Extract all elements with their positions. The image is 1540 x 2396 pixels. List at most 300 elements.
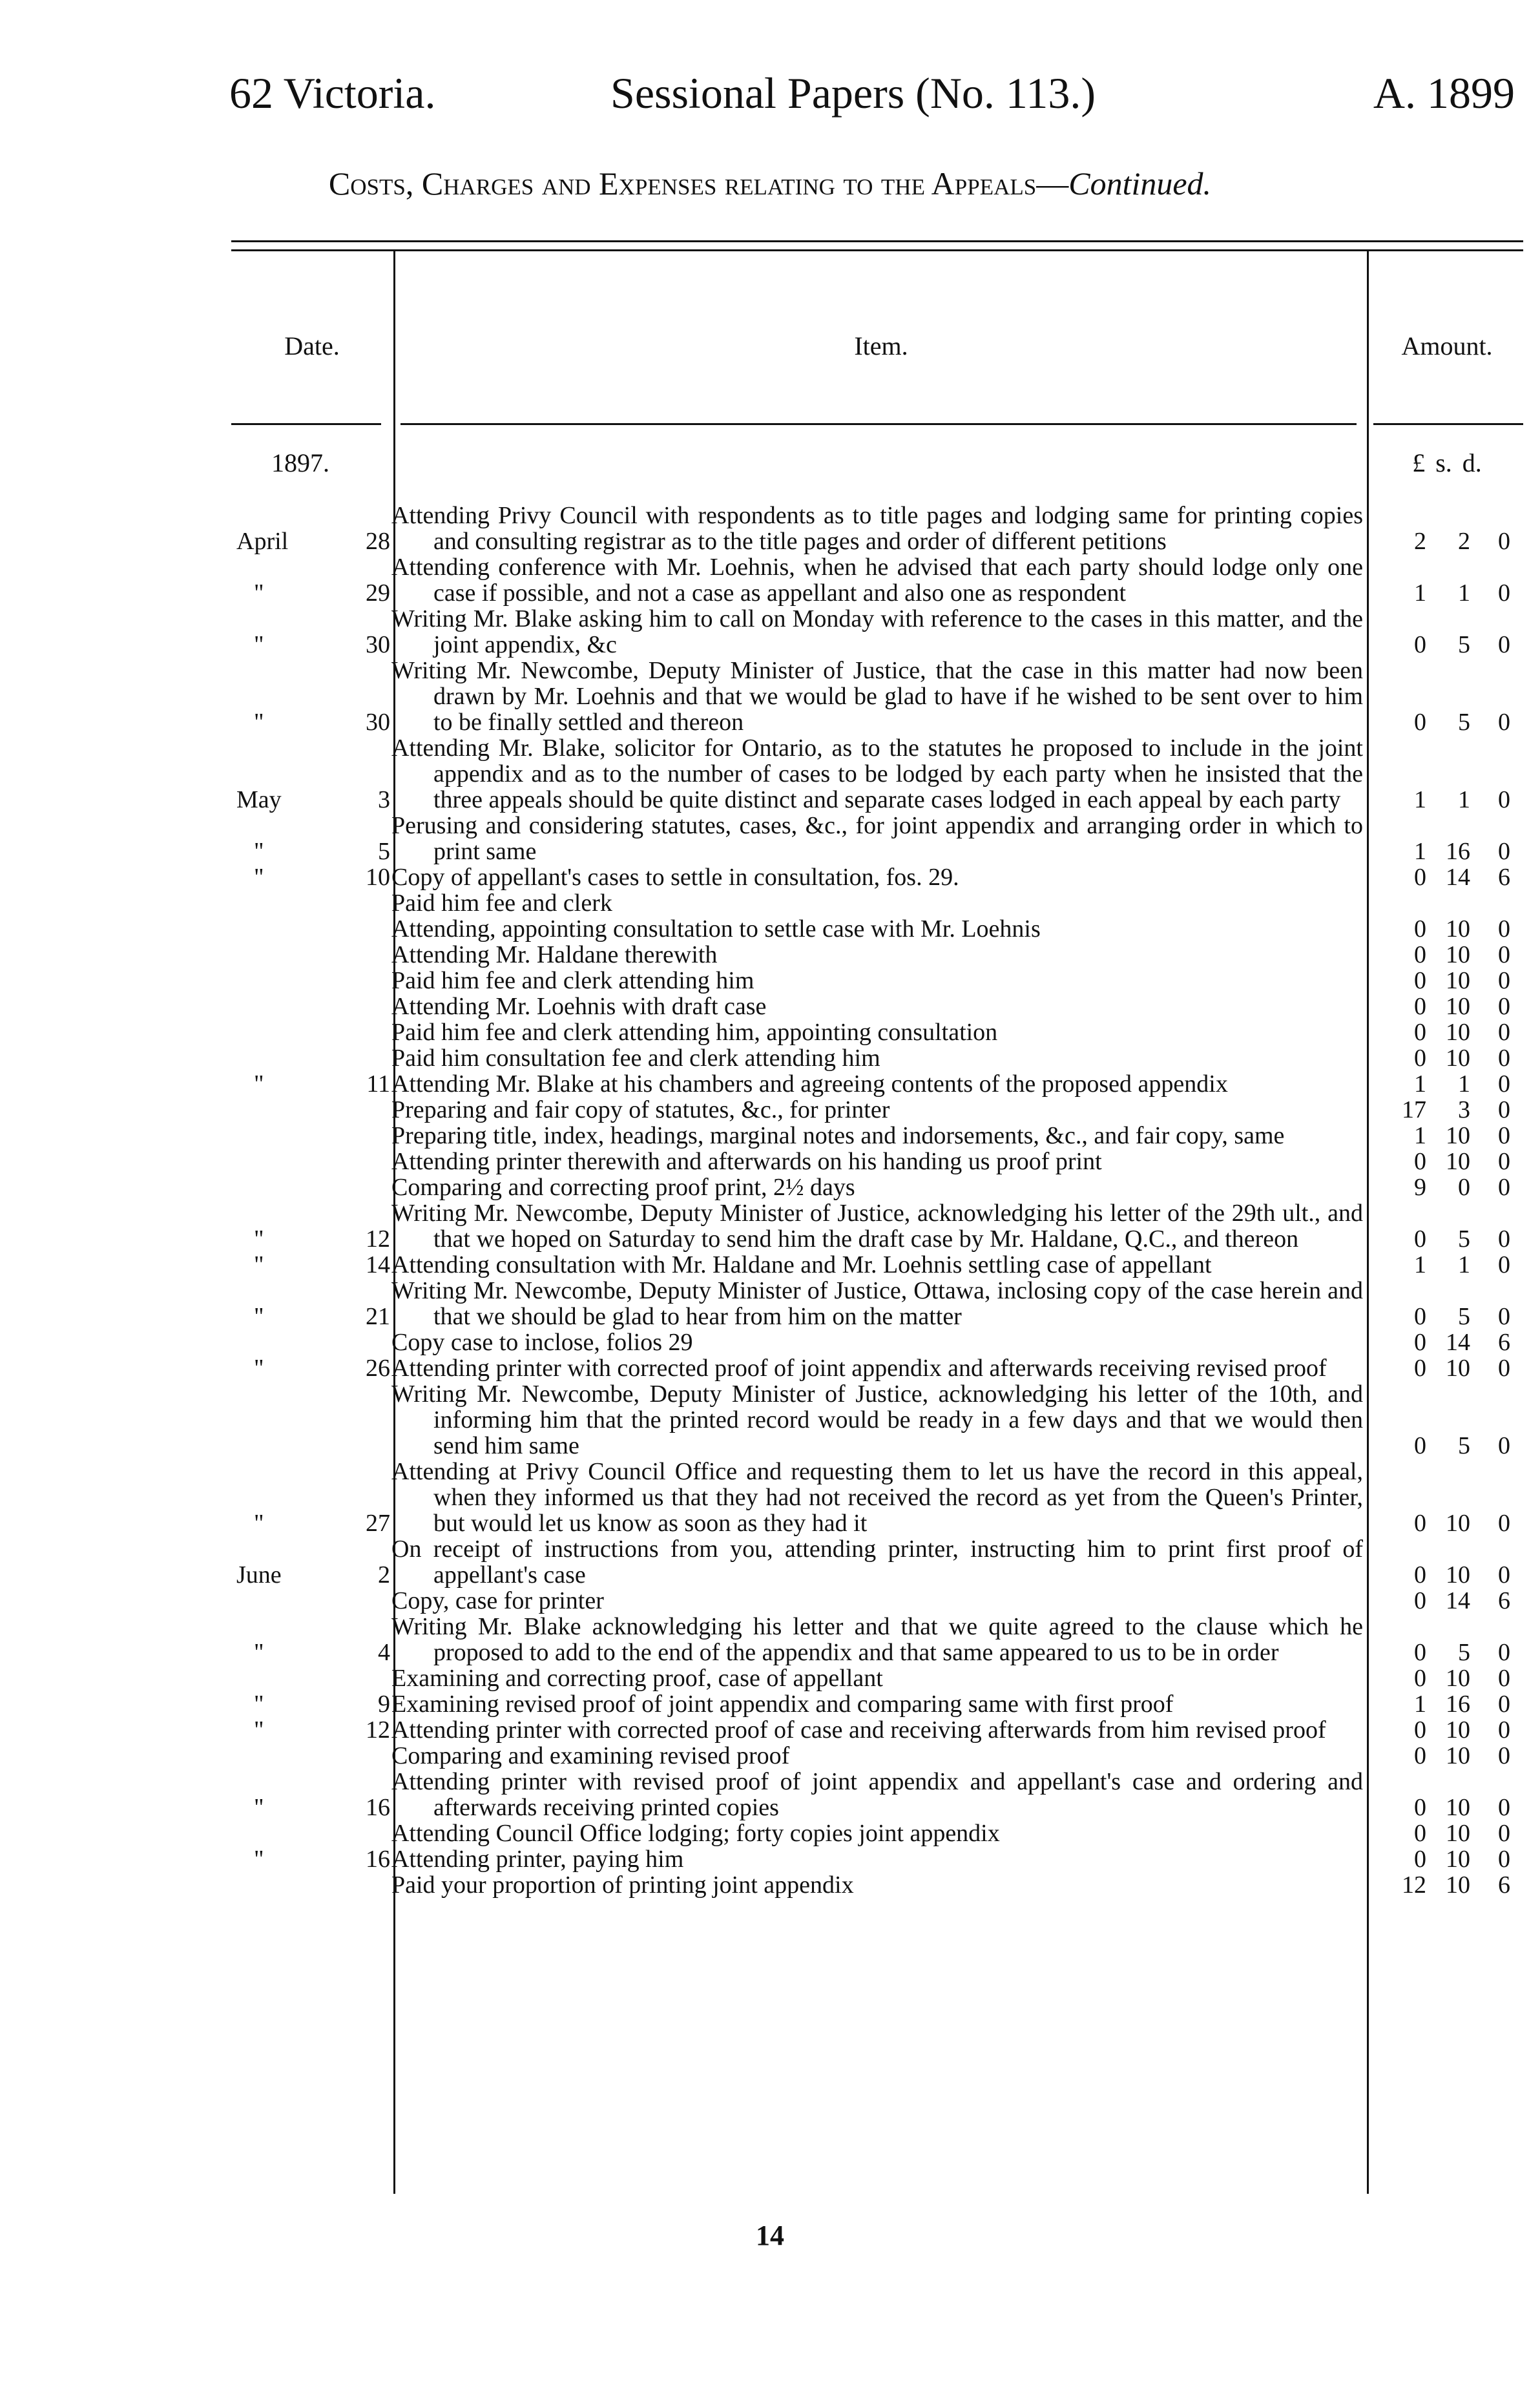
amount-pounds: 1 <box>1414 1251 1426 1278</box>
top-rule <box>231 240 1523 242</box>
row-item-text: Attending printer with corrected proof of joint appendix and afterwards receiving revised proof <box>391 1355 1327 1382</box>
row-day: 14 <box>366 1251 390 1278</box>
amount-pence: 0 <box>1498 1561 1510 1589</box>
amount-shillings: 10 <box>1446 1871 1470 1899</box>
row-day: 12 <box>366 1225 390 1253</box>
row-month: " <box>254 1639 264 1666</box>
row-item-text: Copy case to inclose, folios 29 <box>391 1329 693 1356</box>
table-row <box>231 1019 1523 1045</box>
header-year: A. 1899 <box>1373 68 1515 118</box>
row-amount <box>1367 1562 1523 1588</box>
amount-shillings: 1 <box>1458 1070 1470 1098</box>
row-item <box>391 1717 1367 1743</box>
row-item-text: Copy of appellant's cases to settle in consultation, fos. 29. <box>391 864 959 891</box>
row-item-text: Preparing and fair copy of statutes, &c., for printer <box>391 1096 890 1123</box>
row-day: 26 <box>366 1355 390 1382</box>
table-row <box>231 864 1523 890</box>
row-item-text: Attending printer therewith and afterwards on his handing us proof print <box>391 1148 1102 1175</box>
row-day: 30 <box>366 631 390 658</box>
row-month: " <box>254 1716 264 1744</box>
row-day: 10 <box>366 864 390 891</box>
row-item-text: Comparing and examining revised proof <box>391 1742 790 1769</box>
column-header-date: Date. <box>284 331 340 360</box>
row-item <box>391 1071 1367 1097</box>
row-day: 3 <box>378 786 390 813</box>
row-item-text: Copy, case for printer <box>391 1587 604 1614</box>
row-item <box>391 813 1367 864</box>
row-month: " <box>254 579 264 607</box>
expense-table <box>231 503 1523 1898</box>
row-amount <box>1367 839 1523 864</box>
row-month: " <box>254 1225 264 1253</box>
table-row <box>231 1149 1523 1174</box>
amount-pounds: 0 <box>1414 1432 1426 1459</box>
row-month: " <box>254 1794 264 1821</box>
amount-pence: 0 <box>1498 1045 1510 1072</box>
table-row <box>231 1459 1523 1536</box>
row-item <box>391 1174 1367 1200</box>
row-item <box>391 1459 1367 1536</box>
table-row <box>231 1329 1523 1355</box>
amount-pence: 0 <box>1498 915 1510 943</box>
row-amount <box>1367 1329 1523 1355</box>
amount-shillings: 14 <box>1446 1587 1470 1614</box>
row-item <box>391 1536 1367 1588</box>
row-item <box>391 1846 1367 1872</box>
row-item-text: Attending at Privy Council Office and requesting them to let us have the record in this appeal, when they informed us that they had not received the record as yet from the Queen's Printer, but would let us know as soon as they had it <box>391 1458 1363 1537</box>
amount-pence: 0 <box>1498 1070 1510 1098</box>
row-item <box>391 1200 1367 1252</box>
amount-pence: 0 <box>1498 838 1510 865</box>
row-amount <box>1367 1665 1523 1691</box>
row-day: 5 <box>378 838 390 865</box>
row-item <box>391 1278 1367 1329</box>
row-item-text: Comparing and correcting proof print, 2½ days <box>391 1174 855 1201</box>
row-day: 29 <box>366 579 390 607</box>
subtitle-main: Costs, Charges and Expenses relating to the Appeals— <box>328 165 1069 202</box>
row-item <box>391 735 1367 813</box>
table-row <box>231 1588 1523 1614</box>
table-row <box>231 1743 1523 1769</box>
amount-pence: 0 <box>1498 1742 1510 1769</box>
amount-pence: 0 <box>1498 1251 1510 1278</box>
amount-pence: 0 <box>1498 1510 1510 1537</box>
amount-pounds: 0 <box>1414 1820 1426 1847</box>
row-amount <box>1367 1226 1523 1252</box>
header-session: 62 Victoria. <box>229 68 436 118</box>
amount-shillings: 3 <box>1458 1096 1470 1123</box>
amount-pence: 6 <box>1498 864 1510 891</box>
column-header-item: Item. <box>854 331 908 360</box>
header-rule-item <box>401 423 1357 425</box>
row-day: 30 <box>366 709 390 736</box>
amount-pounds: 0 <box>1414 1587 1426 1614</box>
amount-pence: 0 <box>1498 1122 1510 1149</box>
row-month: May <box>236 786 282 813</box>
table-row <box>231 1872 1523 1898</box>
row-item <box>391 658 1367 735</box>
row-item <box>391 554 1367 606</box>
amount-pounds: 0 <box>1414 1329 1426 1356</box>
amount-shillings: 5 <box>1458 1639 1470 1666</box>
row-item-text: Attending Mr. Blake at his chambers and agreeing contents of the proposed appendix <box>391 1070 1228 1098</box>
table-row <box>231 916 1523 942</box>
amount-shillings: 10 <box>1446 1846 1470 1873</box>
row-item-text: Attending Mr. Blake, solicitor for Ontario, as to the statutes he proposed to include in the joint appendix and as to the number of cases to be lodged by each party when he insisted that the three appeals should be quite distinct and separate cases lodged in each appeal by each party <box>391 734 1363 813</box>
table-row <box>231 1045 1523 1071</box>
table-row <box>231 1381 1523 1459</box>
row-month: " <box>254 1303 264 1330</box>
row-amount <box>1367 1872 1523 1898</box>
header-rule-date <box>231 423 381 425</box>
row-amount <box>1367 1433 1523 1459</box>
row-item <box>391 1820 1367 1846</box>
row-amount <box>1367 942 1523 968</box>
row-amount <box>1367 1743 1523 1769</box>
amount-pence: 0 <box>1498 1019 1510 1046</box>
row-amount <box>1367 1820 1523 1846</box>
row-item <box>391 942 1367 968</box>
amount-pence: 0 <box>1498 709 1510 736</box>
table-row <box>231 1614 1523 1665</box>
column-header-amount: Amount. <box>1401 331 1493 360</box>
row-item <box>391 503 1367 554</box>
amount-shillings: 5 <box>1458 1432 1470 1459</box>
amount-shillings: 10 <box>1446 1019 1470 1046</box>
amount-pounds: 1 <box>1414 838 1426 865</box>
amount-pence: 0 <box>1498 1432 1510 1459</box>
row-month: " <box>254 1846 264 1873</box>
top-rule-double <box>231 249 1523 251</box>
row-amount <box>1367 632 1523 658</box>
amount-pounds: 2 <box>1414 528 1426 555</box>
row-item <box>391 1691 1367 1717</box>
row-item <box>391 1329 1367 1355</box>
row-item-text: On receipt of instructions from you, attending printer, instructing him to print first proof of appellant's case <box>391 1536 1363 1589</box>
amount-shillings: 10 <box>1446 1355 1470 1382</box>
amount-pence: 6 <box>1498 1329 1510 1356</box>
row-month: " <box>254 1251 264 1278</box>
table-row <box>231 890 1523 916</box>
amount-pounds: 0 <box>1414 631 1426 658</box>
amount-shillings: 10 <box>1446 993 1470 1020</box>
amount-shillings: 5 <box>1458 709 1470 736</box>
amount-pence: 0 <box>1498 1303 1510 1330</box>
amount-pence: 0 <box>1498 941 1510 968</box>
amount-pounds: 0 <box>1414 941 1426 968</box>
row-item-text: Paid him fee and clerk attending him <box>391 967 754 994</box>
row-item <box>391 1769 1367 1820</box>
amount-shillings: 10 <box>1446 1148 1470 1175</box>
row-item-text: Examining revised proof of joint appendix and comparing same with first proof <box>391 1691 1174 1718</box>
row-amount <box>1367 787 1523 813</box>
amount-pence: 0 <box>1498 1794 1510 1821</box>
row-item-text: Attending Mr. Haldane therewith <box>391 941 718 968</box>
row-amount <box>1367 968 1523 994</box>
amount-pence: 0 <box>1498 786 1510 813</box>
row-item-text: Paid your proportion of printing joint appendix <box>391 1871 854 1899</box>
row-amount <box>1367 1304 1523 1329</box>
amount-shillings: 16 <box>1446 838 1470 865</box>
row-amount <box>1367 1019 1523 1045</box>
row-item <box>391 1743 1367 1769</box>
row-item-text: Paid him consultation fee and clerk attending him <box>391 1045 880 1072</box>
amount-pence: 0 <box>1498 1846 1510 1873</box>
row-item-text: Attending printer, paying him <box>391 1846 684 1873</box>
table-row <box>231 1691 1523 1717</box>
row-item <box>391 1355 1367 1381</box>
amount-pounds: 0 <box>1414 915 1426 943</box>
amount-pounds: 1 <box>1414 786 1426 813</box>
amount-pence: 6 <box>1498 1871 1510 1899</box>
amount-shillings: 1 <box>1458 1251 1470 1278</box>
amount-shillings: 10 <box>1446 967 1470 994</box>
row-item <box>391 1045 1367 1071</box>
amount-pounds: 0 <box>1414 1561 1426 1589</box>
amount-shillings: 0 <box>1458 1174 1470 1201</box>
table-row <box>231 1846 1523 1872</box>
row-amount <box>1367 1123 1523 1149</box>
row-item-text: Paid him fee and clerk <box>391 890 612 917</box>
row-item-text: Preparing title, index, headings, marginal notes and indorsements, &c., and fair copy, same <box>391 1122 1285 1149</box>
row-month: " <box>254 1691 264 1718</box>
row-item-text: Attending printer with corrected proof of case and receiving afterwards from him revised proof <box>391 1716 1326 1744</box>
row-amount <box>1367 1717 1523 1743</box>
row-item-text: Examining and correcting proof, case of appellant <box>391 1665 883 1692</box>
amount-pounds: 0 <box>1414 967 1426 994</box>
amount-pounds: 12 <box>1402 1871 1426 1899</box>
row-item-text: Writing Mr. Blake asking him to call on Monday with reference to the cases in this matter, and the joint appendix, &c <box>391 605 1363 658</box>
amount-shillings: 10 <box>1446 1794 1470 1821</box>
table-row <box>231 554 1523 606</box>
amount-shillings: 5 <box>1458 1225 1470 1253</box>
amount-pounds: 1 <box>1414 1691 1426 1718</box>
row-item <box>391 890 1367 916</box>
row-amount <box>1367 1588 1523 1614</box>
row-item-text: Attending Mr. Loehnis with draft case <box>391 993 767 1020</box>
table-row <box>231 1536 1523 1588</box>
amount-pence: 0 <box>1498 528 1510 555</box>
row-item <box>391 606 1367 658</box>
amount-pence: 0 <box>1498 1665 1510 1692</box>
row-month: " <box>254 864 264 891</box>
amount-shillings: 5 <box>1458 631 1470 658</box>
row-amount <box>1367 1640 1523 1665</box>
row-item <box>391 1872 1367 1898</box>
amount-pence: 0 <box>1498 1096 1510 1123</box>
row-day: 4 <box>378 1639 390 1666</box>
row-item-text: Writing Mr. Newcombe, Deputy Minister of Justice, acknowledging his letter of the 29th ult., and that we hoped on Saturday to send him the draft case by Mr. Haldane, Q.C., and thereon <box>391 1200 1363 1253</box>
row-item <box>391 1381 1367 1459</box>
row-month: April <box>236 528 289 555</box>
row-item <box>391 1588 1367 1614</box>
table-row <box>231 735 1523 813</box>
amount-pounds: 0 <box>1414 1303 1426 1330</box>
table-row <box>231 1252 1523 1278</box>
row-item <box>391 916 1367 942</box>
row-amount <box>1367 1174 1523 1200</box>
table-row <box>231 1071 1523 1097</box>
row-month: " <box>254 1355 264 1382</box>
amount-shillings: 14 <box>1446 1329 1470 1356</box>
amount-pounds: 0 <box>1414 1846 1426 1873</box>
amount-pence: 0 <box>1498 1639 1510 1666</box>
row-day: 2 <box>378 1561 390 1589</box>
row-amount <box>1367 1355 1523 1381</box>
amount-pounds: 17 <box>1402 1096 1426 1123</box>
amount-shillings: 10 <box>1446 941 1470 968</box>
amount-pounds: 0 <box>1414 1742 1426 1769</box>
amount-shillings: 10 <box>1446 915 1470 943</box>
amount-shillings: 10 <box>1446 1716 1470 1744</box>
amount-pounds: 0 <box>1414 864 1426 891</box>
row-item-text: Attending, appointing consultation to settle case with Mr. Loehnis <box>391 915 1041 943</box>
row-amount <box>1367 864 1523 890</box>
row-item-text: Paid him fee and clerk attending him, appointing consultation <box>391 1019 998 1046</box>
subtitle-continued: Continued. <box>1068 165 1212 202</box>
row-item <box>391 864 1367 890</box>
table-row <box>231 968 1523 994</box>
amount-pence: 0 <box>1498 1174 1510 1201</box>
row-day: 11 <box>366 1070 390 1098</box>
currency-units: £ s. d. <box>1412 448 1482 477</box>
row-item <box>391 1097 1367 1123</box>
header-rule-amount <box>1373 423 1523 425</box>
row-amount <box>1367 580 1523 606</box>
amount-shillings: 1 <box>1458 579 1470 607</box>
row-day: 9 <box>378 1691 390 1718</box>
page-header <box>229 68 1515 120</box>
row-item-text: Attending consultation with Mr. Haldane and Mr. Loehnis settling case of appellant <box>391 1251 1212 1278</box>
table-row <box>231 1097 1523 1123</box>
amount-pounds: 9 <box>1414 1174 1426 1201</box>
table-row <box>231 503 1523 554</box>
amount-shillings: 10 <box>1446 1045 1470 1072</box>
amount-shillings: 5 <box>1458 1303 1470 1330</box>
page-subtitle <box>0 165 1540 202</box>
row-amount <box>1367 709 1523 735</box>
amount-shillings: 10 <box>1446 1665 1470 1692</box>
amount-pounds: 1 <box>1414 1122 1426 1149</box>
row-day: 12 <box>366 1716 390 1744</box>
row-item <box>391 994 1367 1019</box>
amount-pounds: 0 <box>1414 1639 1426 1666</box>
row-item-text: Attending conference with Mr. Loehnis, when he advised that each party should lodge only one case if possible, and not a case as appellant and also one as respondent <box>391 554 1363 607</box>
table-row <box>231 1123 1523 1149</box>
table-row <box>231 1278 1523 1329</box>
row-amount <box>1367 1795 1523 1820</box>
table-row <box>231 1769 1523 1820</box>
row-item-text: Writing Mr. Blake acknowledging his letter and that we quite agreed to the clause which he proposed to add to the end of the appendix and that same appeared to us to be in order <box>391 1613 1363 1666</box>
amount-shillings: 10 <box>1446 1510 1470 1537</box>
amount-pence: 0 <box>1498 1716 1510 1744</box>
amount-pounds: 0 <box>1414 1225 1426 1253</box>
row-amount <box>1367 1149 1523 1174</box>
amount-pounds: 0 <box>1414 1665 1426 1692</box>
amount-pounds: 1 <box>1414 1070 1426 1098</box>
row-day: 28 <box>366 528 390 555</box>
row-item-text: Writing Mr. Newcombe, Deputy Minister of Justice, Ottawa, inclosing copy of the case herein and that we should be glad to hear from him on the matter <box>391 1277 1363 1330</box>
amount-pounds: 0 <box>1414 1794 1426 1821</box>
amount-shillings: 10 <box>1446 1742 1470 1769</box>
amount-pounds: 0 <box>1414 1045 1426 1072</box>
row-item <box>391 1019 1367 1045</box>
amount-shillings: 10 <box>1446 1122 1470 1149</box>
row-amount <box>1367 916 1523 942</box>
amount-pounds: 0 <box>1414 993 1426 1020</box>
row-item <box>391 1149 1367 1174</box>
row-month: " <box>254 1070 264 1098</box>
table-row <box>231 942 1523 968</box>
table-row <box>231 658 1523 735</box>
row-month: " <box>254 631 264 658</box>
amount-shillings: 16 <box>1446 1691 1470 1718</box>
row-amount <box>1367 1846 1523 1872</box>
row-item <box>391 1665 1367 1691</box>
amount-pence: 0 <box>1498 1820 1510 1847</box>
row-item <box>391 968 1367 994</box>
amount-pence: 0 <box>1498 1355 1510 1382</box>
amount-pence: 0 <box>1498 1148 1510 1175</box>
header-sessional-papers: Sessional Papers (No. 113.) <box>610 68 1096 118</box>
row-amount <box>1367 994 1523 1019</box>
row-item <box>391 1123 1367 1149</box>
table-row <box>231 606 1523 658</box>
row-item-text: Attending printer with revised proof of joint appendix and appellant's case and ordering and afterwards receiving printed copies <box>391 1768 1363 1821</box>
row-item-text: Perusing and considering statutes, cases, &c., for joint appendix and arranging order in which to print same <box>391 812 1363 865</box>
amount-pounds: 0 <box>1414 1355 1426 1382</box>
amount-pence: 0 <box>1498 1691 1510 1718</box>
amount-shillings: 1 <box>1458 786 1470 813</box>
amount-pence: 0 <box>1498 993 1510 1020</box>
row-amount <box>1367 1071 1523 1097</box>
amount-pounds: 0 <box>1414 1019 1426 1046</box>
amount-pounds: 1 <box>1414 579 1426 607</box>
amount-pence: 0 <box>1498 579 1510 607</box>
row-month: " <box>254 709 264 736</box>
amount-shillings: 14 <box>1446 864 1470 891</box>
table-row <box>231 994 1523 1019</box>
row-amount <box>1367 1691 1523 1717</box>
row-item-text: Writing Mr. Newcombe, Deputy Minister of Justice, that the case in this matter had now been drawn by Mr. Loehnis and that we would be glad to have if he wished to be sent over to him to be finally settled and thereon <box>391 657 1363 736</box>
table-row <box>231 1717 1523 1743</box>
amount-pounds: 0 <box>1414 709 1426 736</box>
row-month: " <box>254 838 264 865</box>
table-row <box>231 813 1523 864</box>
row-day: 27 <box>366 1510 390 1537</box>
amount-pounds: 0 <box>1414 1716 1426 1744</box>
row-item-text: Attending Privy Council with respondents as to title pages and lodging same for printing copies and consulting registrar as to the title pages and order of different petitions <box>391 502 1363 555</box>
row-item <box>391 1252 1367 1278</box>
row-item-text: Writing Mr. Newcombe, Deputy Minister of Justice, acknowledging his letter of the 10th, and informing him that the printed record would be ready in a few days and that we would then send him same <box>391 1380 1363 1459</box>
table-row <box>231 1665 1523 1691</box>
year-label: 1897. <box>271 448 329 477</box>
row-amount <box>1367 1510 1523 1536</box>
row-amount <box>1367 1097 1523 1123</box>
row-day: 16 <box>366 1846 390 1873</box>
table-row <box>231 1174 1523 1200</box>
table-row <box>231 1355 1523 1381</box>
amount-shillings: 2 <box>1458 528 1470 555</box>
page-number: 14 <box>756 2220 784 2251</box>
row-amount <box>1367 1252 1523 1278</box>
amount-shillings: 10 <box>1446 1561 1470 1589</box>
row-item <box>391 1614 1367 1665</box>
amount-pounds: 0 <box>1414 1148 1426 1175</box>
amount-pence: 0 <box>1498 1225 1510 1253</box>
amount-pounds: 0 <box>1414 1510 1426 1537</box>
table-row <box>231 1200 1523 1252</box>
